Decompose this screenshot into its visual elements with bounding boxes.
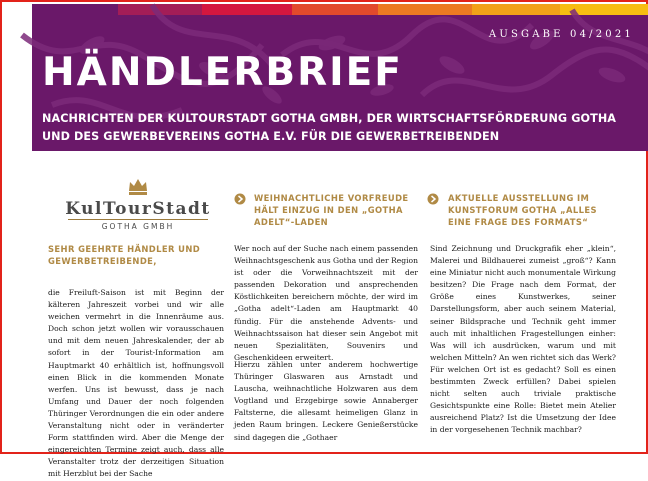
- article-heading: WEIHNACHTLICHE VORFREUDE HÄLT EINZUG IN DEN „GOTHA ADELT“-LADEN: [254, 193, 409, 227]
- page-title: HÄNDLERBRIEF: [42, 50, 403, 95]
- article-text: Wer noch auf der Suche nach einem passenden Weihnachtsgeschenk aus Gotha und der Region ist oder die Vorweihnachtszeit mit der passenden Dekoration und ansprechenden Köstlichkeiten bereichern möchte, der wird im „Gotha adelt“-Laden am Hauptmarkt 40 fündig. Für die anstehende Advents- und Weihnachtssaison hat dieser sein Angebot mit neuen Spezialitäten, Souvenirs und Geschenkideen erweitert.: [234, 244, 418, 362]
- color-band-segment: [202, 4, 292, 15]
- page-subtitle: NACHRICHTEN DER KULTOURSTADT GOTHA GMBH, DER WIRTSCHAFTSFÖRDERUNG GOTHA UND DES GEWERBEVEREINS GOTHA E.V. FÜR DIE GEWERBETREIBENDEN: [42, 112, 617, 143]
- greeting-heading: SEHR GEEHRTE HÄNDLER UND GEWERBETREIBENDE,: [48, 244, 201, 266]
- color-band-segment: [292, 4, 378, 15]
- logo-divider: [68, 219, 208, 220]
- chevron-right-icon: [234, 193, 246, 205]
- masthead: [32, 15, 648, 151]
- logo-subtitle: GOTHA GMBH: [101, 222, 175, 231]
- greeting-text: die Freiluft-Saison ist mit Beginn der kälteren Jahreszeit vorbei und wir alle weichen vermehrt in die Innenräume aus. Doch schon jetzt wollen wir vorausschauen und mit dem neuen Jahreskalender, der ab sofort in der Tourist-Information am Hauptmarkt 40 erhältlich ist, hoffnungsvoll einen Blick in die kommenden Monate werfen. Uns ist bewusst, dass je nach Umfang und Dauer der noch folgenden Thüringer Verordnungen die ein oder andere Veranstaltung nicht oder in veränderter Form stattfinden wird. Aber die Menge der eingereichten Termine zeigt auch, dass alle Veranstalter trotz der derzeitigen Situation mit Herzblut bei der Sache: [48, 288, 224, 479]
- color-band-segment: [472, 4, 560, 15]
- color-band: [32, 4, 648, 15]
- kultourstadt-logo: [60, 177, 220, 237]
- color-band-segment: [32, 4, 118, 15]
- chevron-right-icon: [427, 193, 439, 205]
- logo-name: KulTourStadt: [65, 199, 211, 219]
- article-text: Sind Zeichnung und Druckgrafik eher „klein“, Malerei und Bildhauerei zumeist „groß“? Kann eine Miniatur nicht auch monumentale Wirkung besitzen? Die Frage nach dem Format, der Größe eines Kunstwerkes, seiner Darstellungsform, aber auch seinem Material, seiner Bildsprache und Technik geht immer auch mit inhaltlichen Fragestellungen einher: Was will ich ausdrücken, warum und mit welchen Mitteln? An wen richtet sich das Werk? Für welchen Ort ist es gedacht? Soll es einen bestimmten Zweck erfüllen? Dabei spielen nicht selten auch triviale praktische Gesichtspunkte eine Rolle: Bietet mein Atelier ausreichend Platz? Ist die Umsetzung der Idee in der vorgesehenen Technik machbar?: [430, 244, 616, 435]
- article-heading: AKTUELLE AUSSTELLUNG IM KUNSTFORUM GOTHA „ALLES EINE FRAGE DES FORMATS“: [448, 193, 597, 227]
- crown-icon: [127, 177, 149, 197]
- article-text: Hierzu zählen unter anderem hochwertige Thüringer Glaswaren aus Arnstadt und Lauscha, weihnachtliche Holzwaren aus dem Vogtland und Erzgebirge sowie Annaberger Faltsterne, die allesamt heimeligen Glanz in jeden Raum bringen. Leckere Genießerstücke sind dagegen die „Gothaer: [234, 360, 418, 442]
- color-band-segment: [378, 4, 472, 15]
- issue-number: AUSGABE 04/2021: [488, 29, 634, 40]
